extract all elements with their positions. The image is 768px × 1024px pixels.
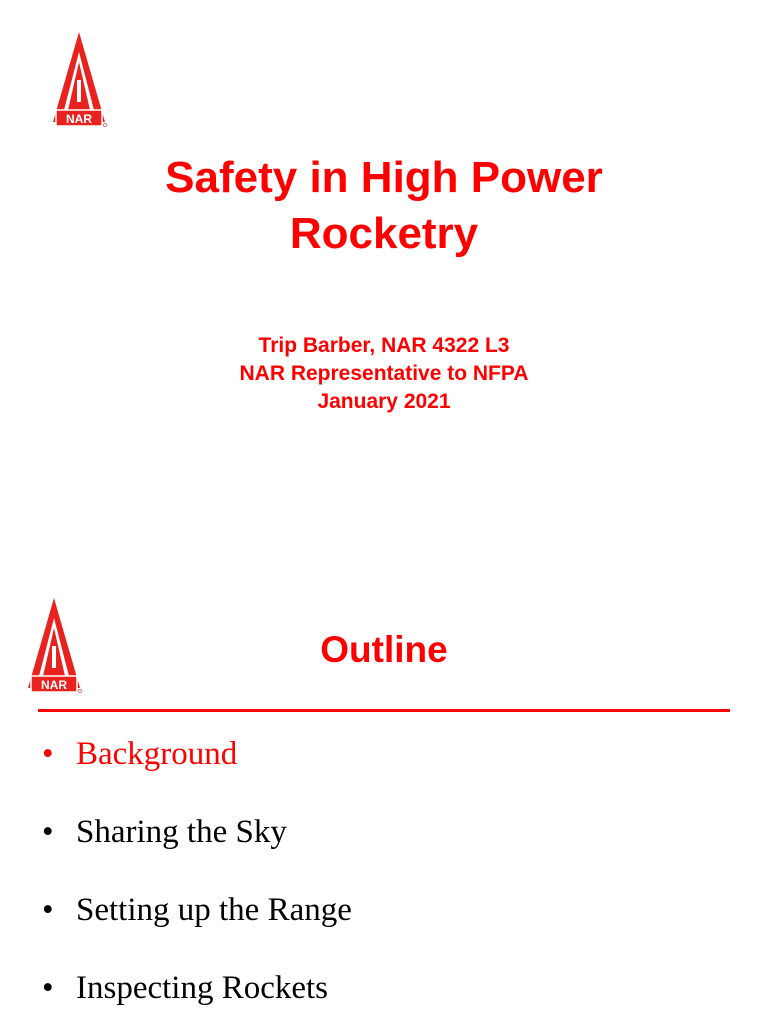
outline-heading [0, 628, 768, 672]
list-item-label: Sharing the Sky [76, 814, 287, 850]
bullet-icon: • [42, 892, 54, 928]
bullet-icon: • [42, 814, 54, 850]
bullet-icon: • [42, 970, 54, 1006]
outline-slide [0, 576, 768, 1024]
author-byline [0, 332, 768, 416]
author-name: Trip Barber, NAR 4322 L3 [258, 334, 510, 357]
nar-logo-graphic [50, 30, 108, 130]
logo-text: NAR [41, 678, 67, 692]
heading-divider [38, 709, 730, 712]
list-item [42, 887, 352, 965]
slide-title-line-2: Rocketry [289, 209, 479, 258]
list-item-label: Setting up the Range [76, 892, 352, 928]
list-item-label: Background [76, 736, 238, 772]
list-item [42, 809, 352, 887]
author-role: NAR Representative to NFPA [239, 362, 529, 385]
nar-logo-icon [50, 30, 108, 130]
outline-list [42, 731, 352, 1024]
list-item [42, 731, 352, 809]
list-item [42, 965, 352, 1024]
list-item-label: Inspecting Rockets [76, 970, 329, 1006]
bullet-icon: • [42, 736, 54, 772]
slide-title-line-1: Safety in High Power [165, 153, 603, 202]
outline-heading-text: Outline [320, 629, 448, 670]
presentation-date: January 2021 [317, 390, 451, 413]
slide-title [0, 150, 768, 262]
logo-text: NAR [66, 112, 92, 126]
